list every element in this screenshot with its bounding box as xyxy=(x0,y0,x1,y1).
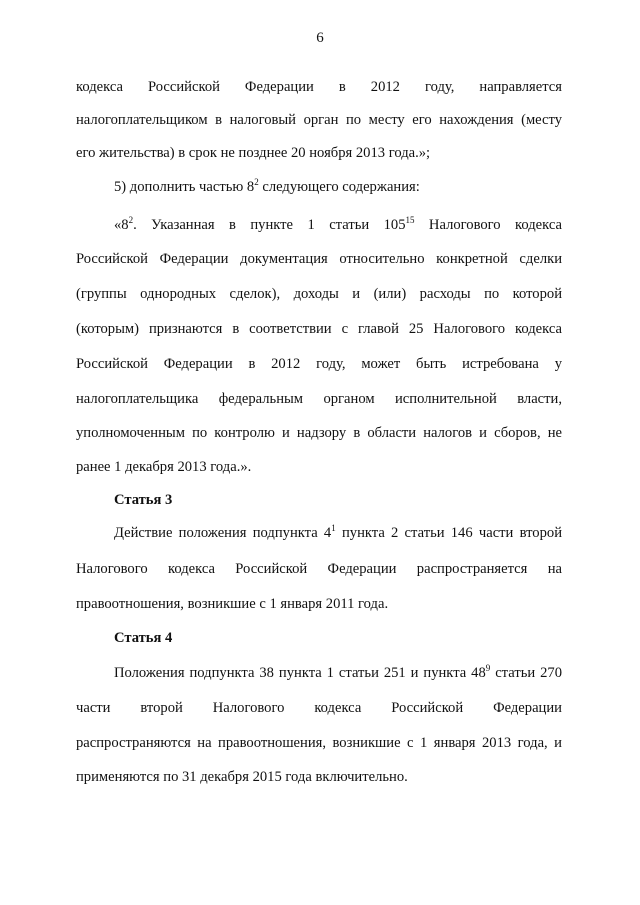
text-fragment: пункта 2 статьи 146 части второй xyxy=(335,525,562,541)
text-line: кодекса Российской Федерации в 2012 году, направляется xyxy=(76,79,562,95)
text-line: его жительства) в срок не позднее 20 ноября 2013 года.»; xyxy=(76,145,431,161)
text-line: уполномоченным по контролю и надзору в области налогов и сборов, не xyxy=(76,425,562,441)
text-line: (группы однородных сделок), доходы и (или) расходы по которой xyxy=(76,286,562,302)
article-heading: Статья 3 xyxy=(114,492,173,508)
text-line xyxy=(114,178,562,196)
text-line: Российской Федерации в 2012 году, может быть истребована у xyxy=(76,356,562,372)
text-line: ранее 1 декабря 2013 года.». xyxy=(76,459,252,475)
text-fragment: Действие положения подпункта 4 xyxy=(114,525,332,541)
superscript: 15 xyxy=(405,215,415,225)
text-fragment: статьи 270 xyxy=(490,665,562,681)
text-line: налогоплательщика федеральным органом исполнительной власти, xyxy=(76,391,562,407)
text-line: распространяются на правоотношения, возникшие с 1 января 2013 года, и xyxy=(76,735,562,751)
superscript: 1 xyxy=(331,523,336,533)
text-fragment: . Указанная в пункте 1 статьи 105 xyxy=(133,217,406,233)
text-line: применяются по 31 декабря 2015 года включительно. xyxy=(76,769,408,785)
text-line: Налогового кодекса Российской Федерации распространяется на xyxy=(76,561,562,577)
text-fragment: Положения подпункта 38 пункта 1 статьи 251 и пункта 48 xyxy=(114,665,486,681)
page-number: 6 xyxy=(316,30,324,46)
text-line xyxy=(114,524,562,542)
text-line: (которым) признаются в соответствии с главой 25 Налогового кодекса xyxy=(76,321,562,337)
text-fragment: «8 xyxy=(114,217,129,233)
text-line xyxy=(114,664,562,682)
text-fragment: Налогового кодекса xyxy=(414,217,562,233)
superscript: 2 xyxy=(254,177,259,187)
article-heading: Статья 4 xyxy=(114,630,173,646)
text-line: Российской Федерации документация относительно конкретной сделки xyxy=(76,251,562,267)
text-line: правоотношения, возникшие с 1 января 2011 года. xyxy=(76,596,389,612)
text-fragment: следующего содержания: xyxy=(258,179,420,195)
superscript: 9 xyxy=(485,663,491,673)
text-line xyxy=(114,216,562,234)
superscript: 2 xyxy=(128,215,134,225)
text-line: части второй Налогового кодекса Российской Федерации xyxy=(76,700,562,716)
text-line: налогоплательщиком в налоговый орган по месту его нахождения (месту xyxy=(76,112,562,128)
text-fragment: 5) дополнить частью 8 xyxy=(114,179,255,195)
